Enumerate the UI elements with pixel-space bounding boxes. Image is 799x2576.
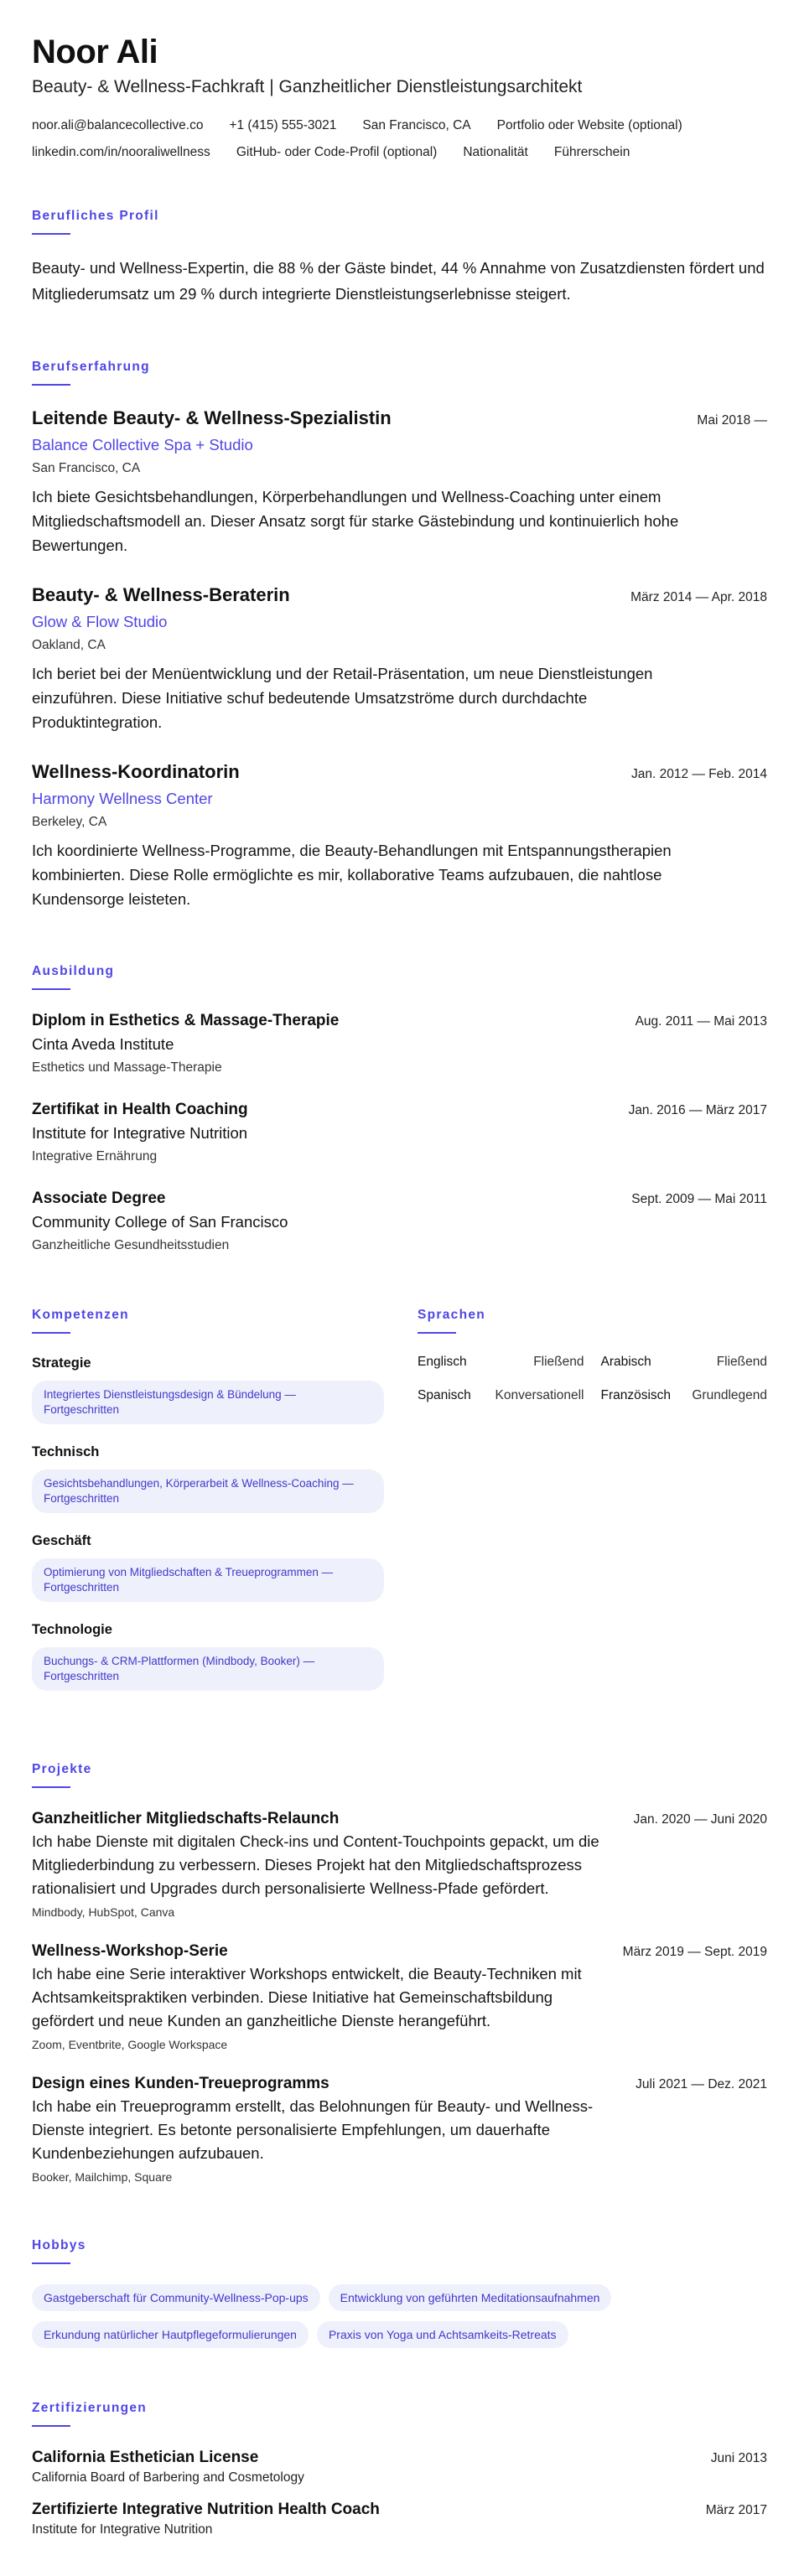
language-level: Fließend	[533, 1355, 584, 1369]
skills-section	[32, 1307, 384, 1709]
profile-summary: Beauty- und Wellness-Expertin, die 88 % der Gäste bindet, 44 % Annahme von Zusatzdiensten fördert und Mitgliederumsatz um 29 % durch integrierte Dienstleistungserlebnisse steigert.	[32, 259, 765, 303]
language-name: Spanisch	[418, 1388, 471, 1402]
certification-item	[32, 2499, 767, 2539]
skill-category: Technisch	[32, 1444, 100, 1459]
profile-section	[32, 208, 767, 307]
education-item	[32, 1188, 767, 1255]
skill-category: Strategie	[32, 1355, 91, 1371]
education-field: Integrative Ernährung	[32, 1149, 158, 1164]
certification-issuer: Institute for Integrative Nutrition	[32, 2522, 213, 2537]
experience-section	[32, 359, 767, 911]
section-divider	[32, 2262, 70, 2264]
certification-date: Juni 2013	[710, 2451, 767, 2465]
contact-location: San Francisco, CA	[362, 118, 471, 132]
skill-group	[32, 1443, 384, 1513]
certifications-section	[32, 2400, 767, 2539]
job-title: Leitende Beauty- & Wellness-Spezialistin	[32, 407, 392, 428]
project-title: Wellness-Workshop-Serie	[32, 1942, 228, 1960]
education-section	[32, 963, 767, 1255]
section-title: Zertifizierungen	[32, 2401, 148, 2415]
section-divider	[32, 1786, 70, 1788]
contact-email[interactable]: noor.ali@balancecollective.co	[32, 118, 204, 132]
section-divider	[32, 384, 70, 386]
language-name: Französisch	[600, 1388, 672, 1402]
job-company: Glow & Flow Studio	[32, 613, 168, 630]
certification-item	[32, 2447, 767, 2487]
project-title: Design eines Kunden-Treueprogramms	[32, 2075, 329, 2092]
certification-issuer: California Board of Barbering and Cosmetology	[32, 2470, 304, 2485]
project-date: März 2019 — Sept. 2019	[622, 1945, 767, 1959]
experience-item	[32, 406, 767, 557]
job-date: Mai 2018 —	[697, 413, 767, 428]
education-degree: Associate Degree	[32, 1190, 166, 1207]
skill-tag: Gesichtsbehandlungen, Körperarbeit & Wellness-Coaching — Fortgeschritten	[32, 1469, 384, 1513]
contact-linkedin[interactable]: linkedin.com/in/nooraliwellness	[32, 145, 210, 159]
project-item	[32, 1941, 767, 2053]
language-list	[418, 1354, 767, 1404]
education-date: Jan. 2016 — März 2017	[628, 1103, 767, 1117]
language-item	[418, 1354, 584, 1371]
job-date: Jan. 2012 — Feb. 2014	[630, 767, 767, 781]
project-item	[32, 2073, 767, 2185]
project-date: Jan. 2020 — Juni 2020	[633, 1812, 767, 1827]
job-location: Berkeley, CA	[32, 815, 107, 829]
job-location: Oakland, CA	[32, 638, 106, 652]
hobbies-section	[32, 2237, 767, 2348]
skill-tag: Optimierung von Mitgliedschaften & Treueprogrammen — Fortgeschritten	[32, 1558, 384, 1602]
experience-item	[32, 759, 767, 911]
section-divider	[32, 2425, 70, 2427]
contact-phone[interactable]: +1 (415) 555-3021	[229, 118, 337, 132]
education-institution: Institute for Integrative Nutrition	[32, 1124, 248, 1142]
education-field: Esthetics und Massage-Therapie	[32, 1060, 222, 1075]
project-date: Juli 2021 — Dez. 2021	[636, 2077, 767, 2091]
language-name: Englisch	[418, 1355, 467, 1369]
project-description: Ich habe Dienste mit digitalen Check-ins und Content-Touchpoints gepackt, um die Mitgliederbindung zu verbessern. Dieses Projekt hat den Mitgliedschaftsprozess rationalisiert und Upgrades durch personalisierte Wellness-Pfade gefördert.	[32, 1832, 599, 1897]
skills-languages-row	[32, 1307, 767, 1709]
language-item	[601, 1354, 768, 1371]
skill-tag: Integriertes Dienstleistungsdesign & Bündelung — Fortgeschritten	[32, 1381, 384, 1424]
section-title: Hobbys	[32, 2238, 86, 2252]
resume-header	[32, 32, 767, 161]
skill-category: Technologie	[32, 1622, 112, 1637]
section-title: Kompetenzen	[32, 1308, 129, 1322]
language-name: Arabisch	[600, 1355, 651, 1369]
project-description: Ich habe ein Treueprogramm erstellt, das Belohnungen für Beauty- und Wellness-Dienste integriert. Es betonte personalisierte Empfehlungen, um dauerhafte Kundenbeziehungen aufzubauen.	[32, 2097, 594, 2162]
education-field: Ganzheitliche Gesundheitsstudien	[32, 1238, 230, 1252]
section-title: Ausbildung	[32, 964, 115, 978]
contact-portfolio[interactable]: Portfolio oder Website (optional)	[496, 118, 682, 132]
section-divider	[32, 988, 70, 990]
section-title: Projekte	[32, 1762, 92, 1776]
section-title: Sprachen	[418, 1308, 486, 1322]
language-item	[418, 1387, 584, 1404]
project-tools: Mindbody, HubSpot, Canva	[32, 1905, 175, 1919]
section-divider	[418, 1332, 456, 1334]
section-divider	[32, 233, 70, 235]
candidate-headline: Beauty- & Wellness-Fachkraft | Ganzheitlicher Dienstleistungsarchitekt	[32, 77, 583, 96]
experience-item	[32, 583, 767, 734]
job-date: März 2014 — Apr. 2018	[630, 590, 767, 604]
hobby-tag: Erkundung natürlicher Hautpflegeformulierungen	[32, 2321, 309, 2348]
skill-group	[32, 1620, 384, 1691]
job-company: Balance Collective Spa + Studio	[32, 436, 253, 454]
skill-group	[32, 1532, 384, 1602]
hobby-tag: Entwicklung von geführten Meditationsaufnahmen	[329, 2284, 612, 2311]
project-title: Ganzheitlicher Mitgliedschafts-Relaunch	[32, 1810, 340, 1827]
language-level: Konversationell	[495, 1388, 584, 1402]
hobby-list	[32, 2284, 719, 2348]
job-location: San Francisco, CA	[32, 461, 141, 475]
language-item	[601, 1387, 768, 1404]
contact-github[interactable]: GitHub- oder Code-Profil (optional)	[236, 145, 438, 159]
section-title: Berufliches Profil	[32, 209, 159, 223]
education-item	[32, 1010, 767, 1077]
education-institution: Cinta Aveda Institute	[32, 1035, 174, 1053]
education-date: Sept. 2009 — Mai 2011	[631, 1192, 767, 1206]
section-title: Berufserfahrung	[32, 360, 150, 374]
language-level: Fließend	[716, 1355, 767, 1369]
language-level: Grundlegend	[692, 1388, 767, 1402]
certification-name: Zertifizierte Integrative Nutrition Health Coach	[32, 2501, 380, 2518]
contact-list	[32, 117, 767, 161]
certification-date: März 2017	[705, 2503, 767, 2517]
job-title: Beauty- & Wellness-Beraterin	[32, 584, 290, 605]
education-date: Aug. 2011 — Mai 2013	[635, 1014, 767, 1029]
education-degree: Diplom in Esthetics & Massage-Therapie	[32, 1012, 340, 1029]
project-tools: Zoom, Eventbrite, Google Workspace	[32, 2038, 228, 2051]
skill-category: Geschäft	[32, 1533, 91, 1548]
education-item	[32, 1099, 767, 1166]
education-degree: Zertifikat in Health Coaching	[32, 1101, 248, 1118]
section-divider	[32, 1332, 70, 1334]
hobby-tag: Praxis von Yoga und Achtsamkeits-Retreats	[317, 2321, 568, 2348]
hobby-tag: Gastgeberschaft für Community-Wellness-Pop-ups	[32, 2284, 320, 2311]
languages-section	[418, 1307, 767, 1709]
candidate-name: Noor Ali	[32, 34, 158, 70]
project-item	[32, 1808, 767, 1920]
job-company: Harmony Wellness Center	[32, 790, 213, 807]
job-description: Ich beriet bei der Menüentwicklung und der Retail-Präsentation, um neue Dienstleistungen einzuführen. Diese Initiative schuf bedeutende Umsatzströme durch durchdachte Produktintegration.	[32, 665, 653, 731]
job-description: Ich biete Gesichtsbehandlungen, Körperbehandlungen und Wellness-Coaching unter einem Mitgliedschaftsmodell an. Dieser Ansatz sorgt für starke Gästebindung und kontinuierlich hohe Bewertungen.	[32, 488, 679, 554]
certification-name: California Esthetician License	[32, 2449, 259, 2466]
skill-group	[32, 1354, 384, 1424]
contact-nationality: Nationalität	[463, 145, 528, 159]
project-description: Ich habe eine Serie interaktiver Workshops entwickelt, die Beauty-Techniken mit Achtsamkeitspraktiken verbinden. Diese Initiative hat Gemeinschaftsbildung gefördert und neue Kunden an ganzheitliche Dienste herangeführt.	[32, 1965, 582, 2029]
project-tools: Booker, Mailchimp, Square	[32, 2170, 173, 2184]
projects-section	[32, 1761, 767, 2185]
education-institution: Community College of San Francisco	[32, 1213, 288, 1231]
skill-tag: Buchungs- & CRM-Plattformen (Mindbody, Booker) — Fortgeschritten	[32, 1647, 384, 1691]
job-description: Ich koordinierte Wellness-Programme, die Beauty-Behandlungen mit Entspannungstherapien kombinierten. Diese Rolle ermöglichte es mir, kollaborative Teams aufzubauen, die nahtlose Kundensorge leisteten.	[32, 842, 672, 908]
job-title: Wellness-Koordinatorin	[32, 761, 240, 782]
contact-drivers-license: Führerschein	[553, 145, 630, 159]
